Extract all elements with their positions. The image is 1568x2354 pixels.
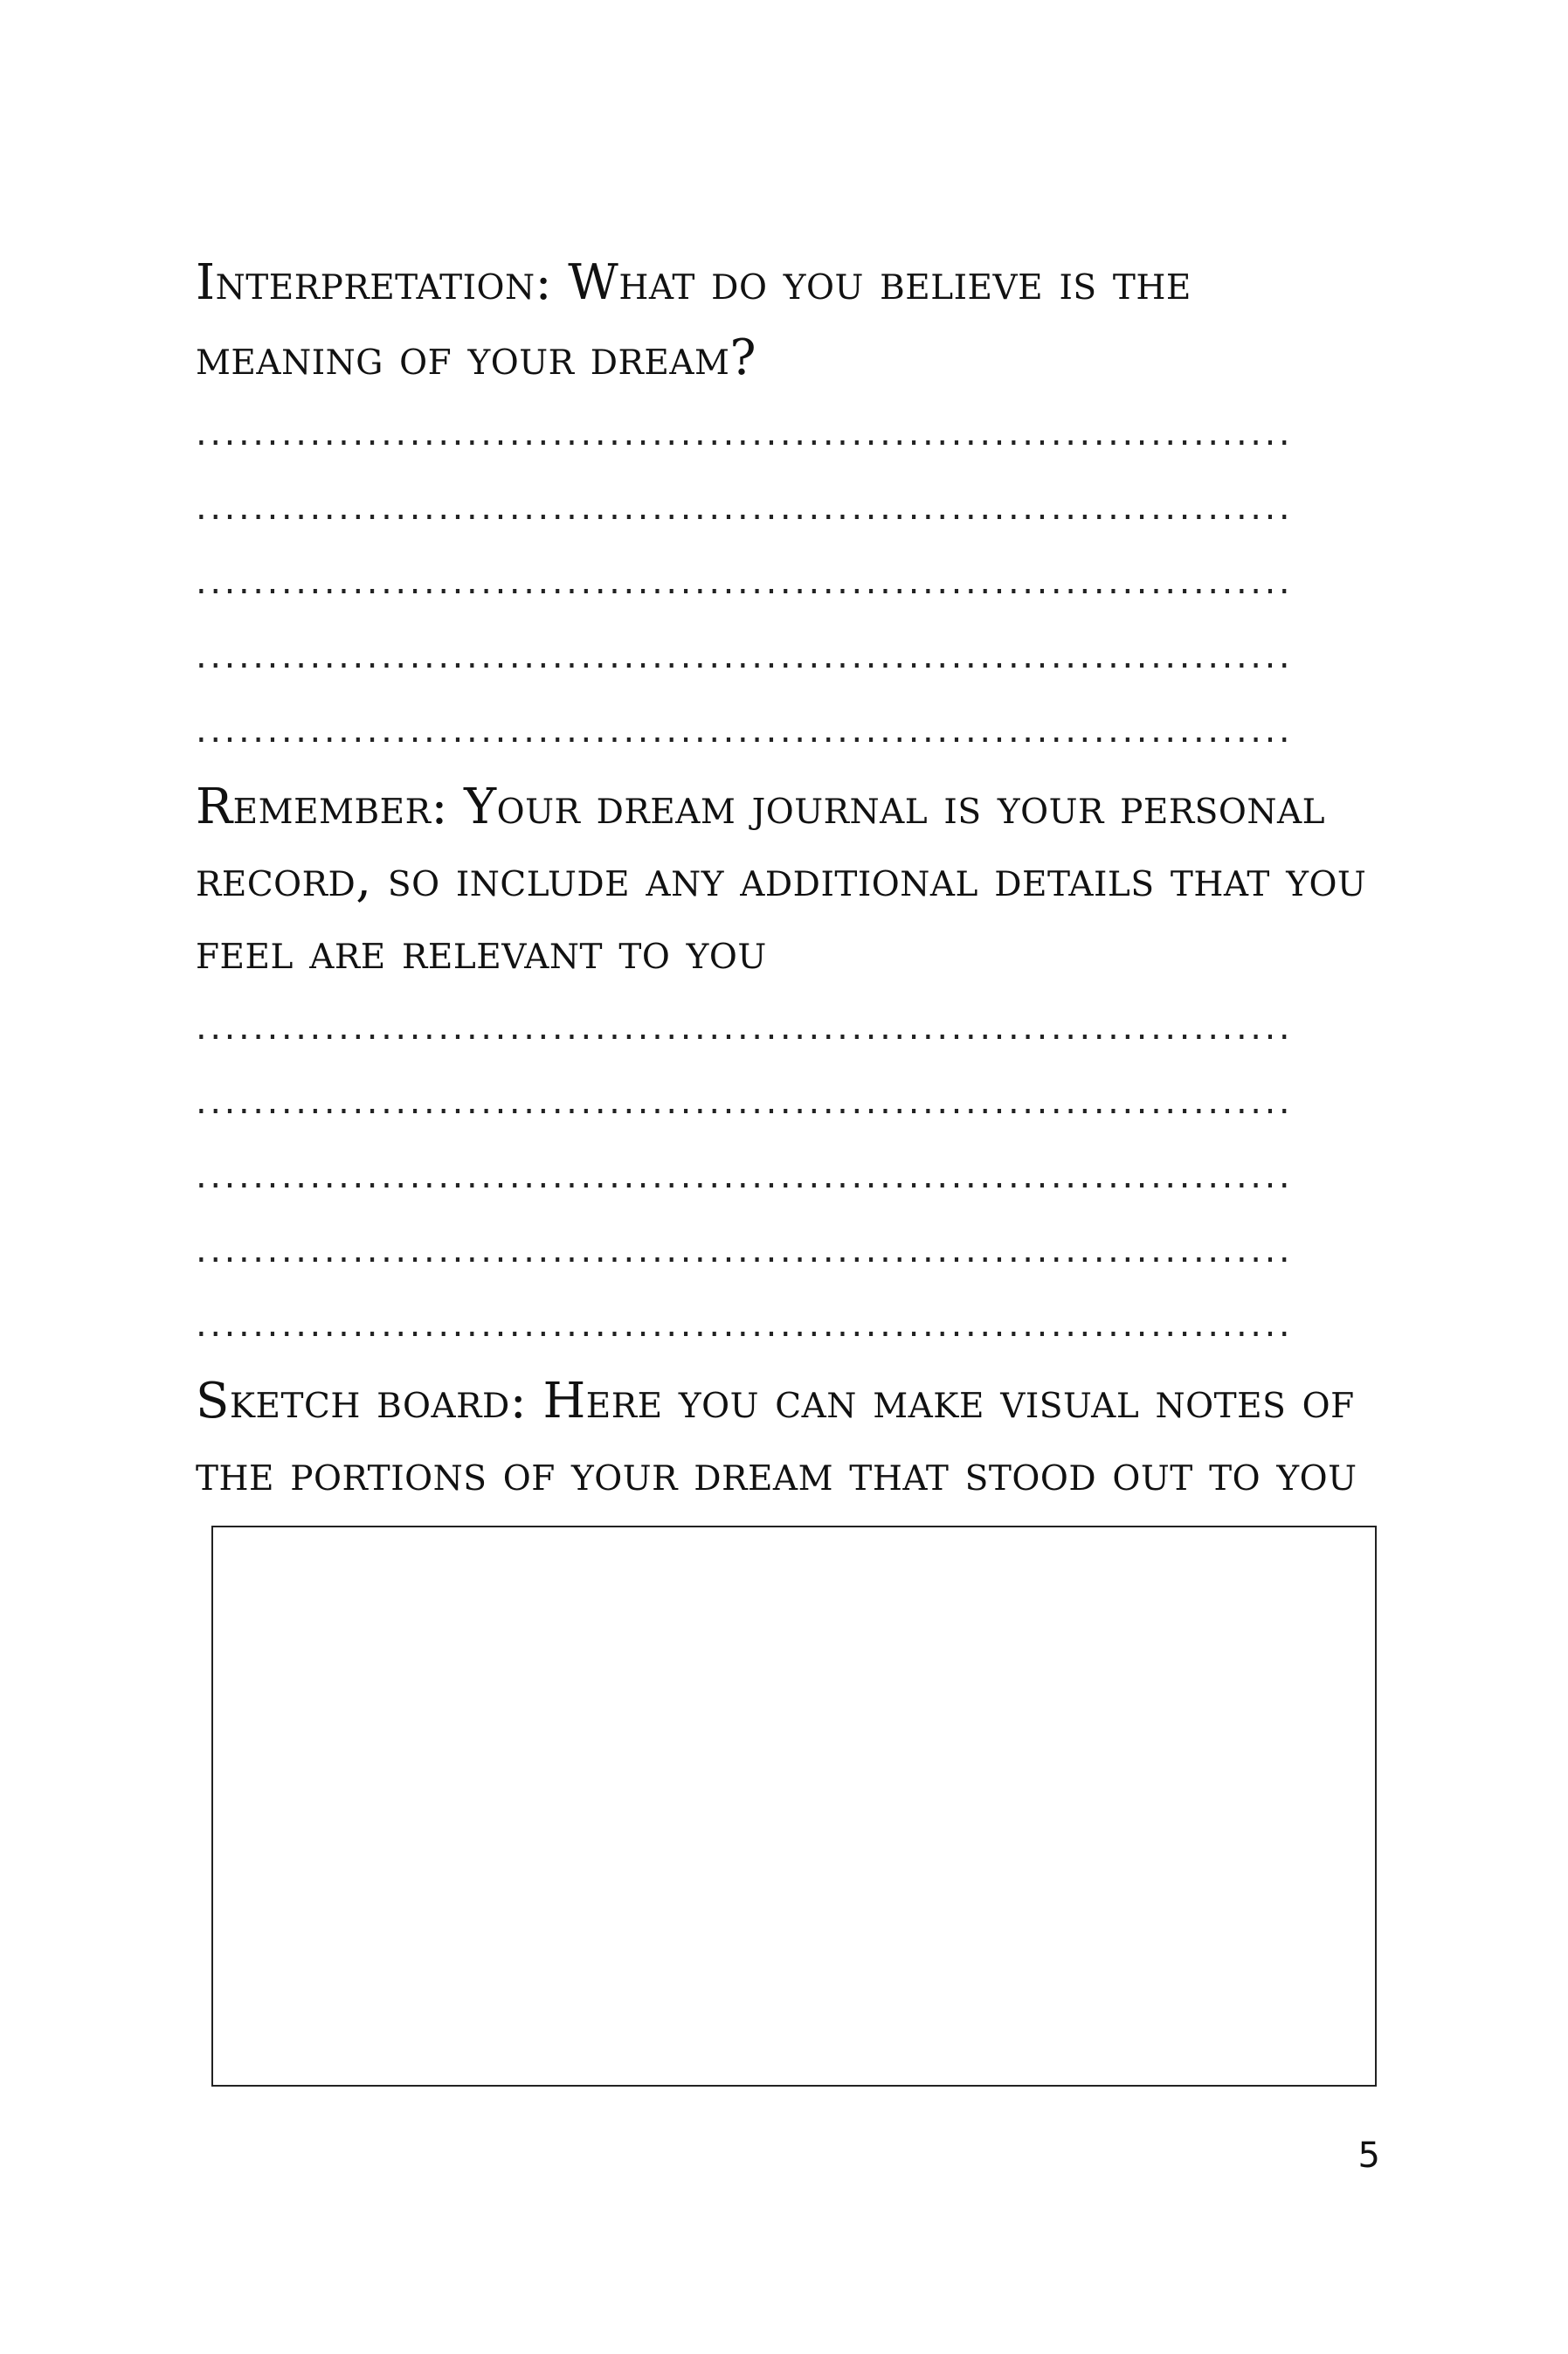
remember-writing-line[interactable]: ............................................................................. [196, 1084, 1294, 1119]
remember-writing-line[interactable]: ............................................................................. [196, 1010, 1294, 1045]
sketch-prompt-line-1: Sketch board: Here you can make visual notes of [196, 1373, 1355, 1430]
interpretation-prompt-line-2: meaning of your dream? [196, 329, 756, 386]
interpretation-writing-line[interactable]: ............................................................................. [196, 490, 1294, 525]
remember-prompt-line-1: Remember: Your dream journal is your personal [196, 779, 1326, 835]
interpretation-writing-line[interactable]: ............................................................................. [196, 416, 1294, 451]
sketch-prompt-line-2: the portions of your dream that stood out to you [196, 1445, 1357, 1502]
remember-writing-line[interactable]: ............................................................................. [196, 1159, 1294, 1194]
remember-prompt-line-2: record, so include any additional details that you [196, 851, 1367, 908]
page-number: 5 [1357, 2136, 1380, 2176]
remember-prompt-line-3: feel are relevant to you [196, 924, 767, 980]
sketch-board[interactable] [211, 1526, 1377, 2087]
remember-writing-line[interactable]: ............................................................................. [196, 1233, 1294, 1268]
interpretation-prompt-line-1: Interpretation: What do you believe is the [196, 254, 1192, 311]
interpretation-writing-line[interactable]: ............................................................................. [196, 639, 1294, 674]
interpretation-writing-line[interactable]: ............................................................................. [196, 713, 1294, 748]
interpretation-writing-line[interactable]: ............................................................................. [196, 564, 1294, 599]
remember-writing-line[interactable]: ............................................................................. [196, 1307, 1294, 1342]
